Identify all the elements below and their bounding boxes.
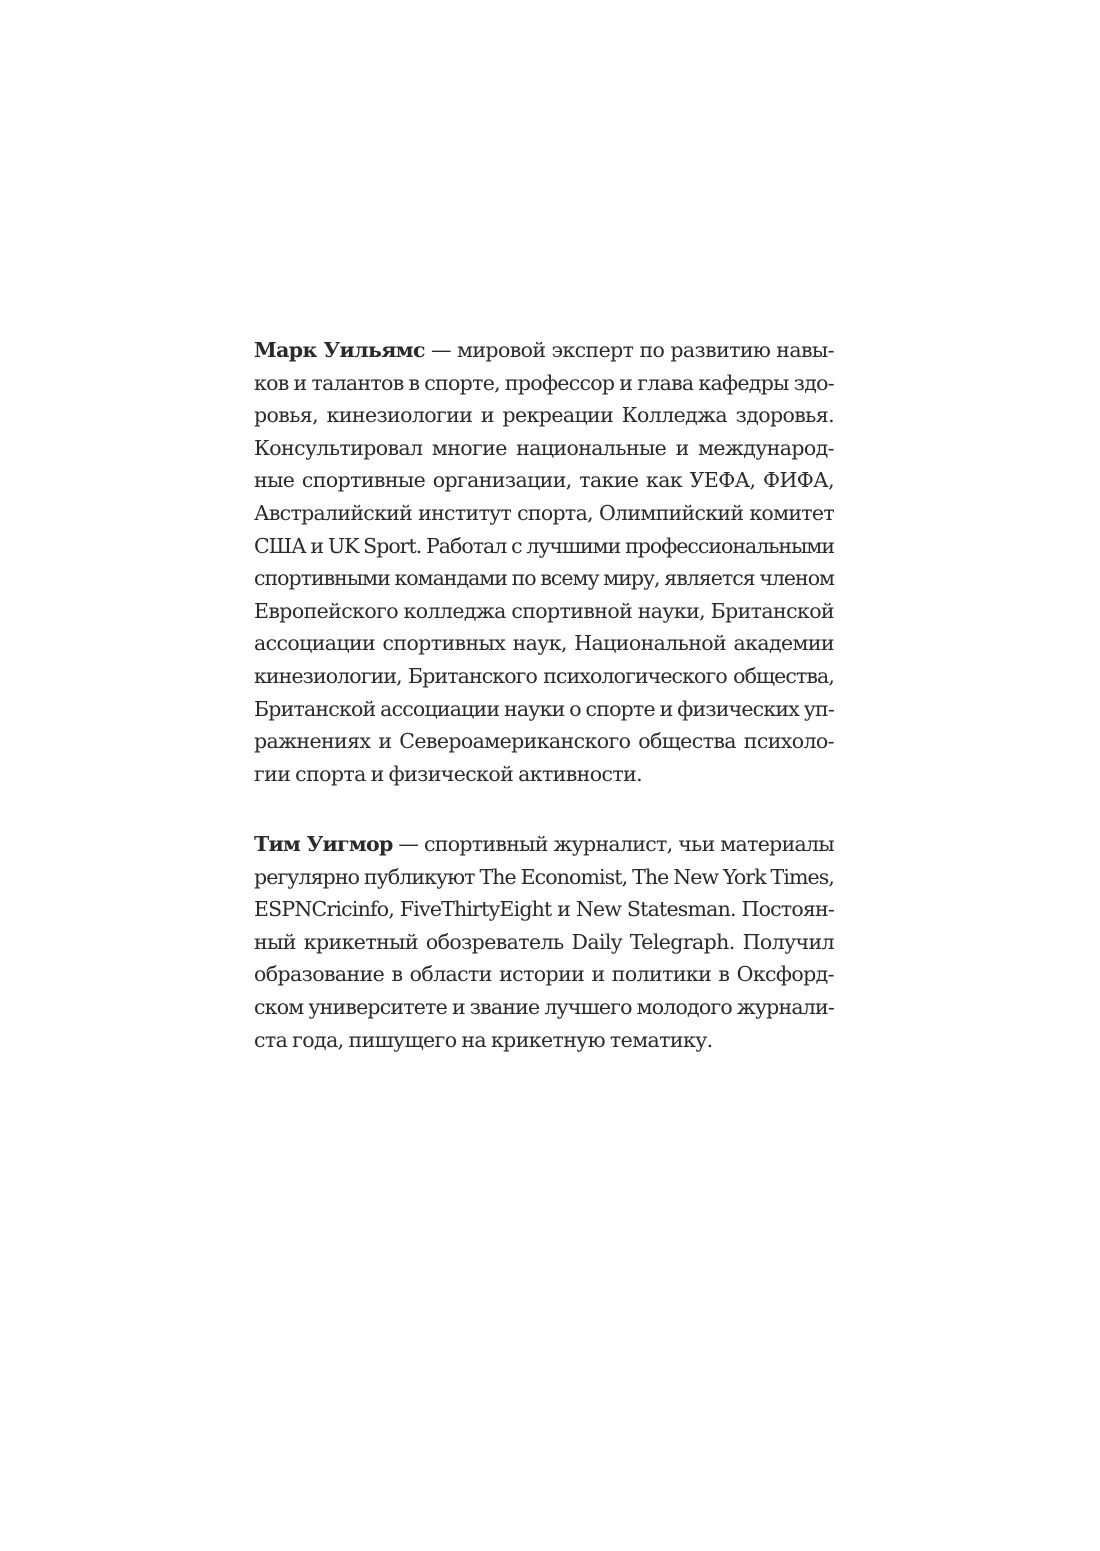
bio-line: гии спорта и физической активности. <box>254 761 643 786</box>
bio-line: ста года, пишущего на крикетную тематику. <box>254 1027 713 1052</box>
bio-line: Австралийский институт спорта, Олимпийский комитет <box>254 500 834 525</box>
bio-line: ный крикетный обозреватель Daily Telegraph. Получил <box>254 929 834 954</box>
bio-line: ассоциации спортивных наук, Национальной академии <box>254 631 834 656</box>
bio-line: спортивными командами по всему миру, является членом <box>254 566 834 591</box>
bio-line: Европейского колледжа спортивной науки, Британской <box>254 598 834 623</box>
author-bio-williams <box>254 334 834 790</box>
bio-line: Консультировал многие национальные и международ- <box>254 435 834 460</box>
bio-line: ков и талантов в спорте, профессор и глава кафедры здо- <box>254 370 834 395</box>
bio-line: Британской ассоциации науки о спорте и физических уп- <box>254 696 834 721</box>
bio-line: ражнениях и Североамериканского общества психоло- <box>254 729 834 754</box>
author-name: Марк Уильямс <box>254 338 425 362</box>
bio-line: Тим Уигмор — спортивный журналист, чьи материалы <box>254 832 834 856</box>
bio-line: ESPNCricinfo, FiveThirtyEight и New Statesman. Постоян- <box>254 897 834 922</box>
bio-line: США и UK Sport. Работал с лучшими профессиональными <box>254 533 834 558</box>
bio-line: образование в области истории и политики в Оксфорд- <box>254 962 834 987</box>
bio-line: кинезиологии, Британского психологического общества, <box>254 663 834 688</box>
author-bio-wigmore <box>254 828 834 1056</box>
bio-line: ском университете и звание лучшего молодого журнали- <box>254 994 834 1019</box>
bio-line: регулярно публикуют The Economist, The New York Times, <box>254 864 834 889</box>
bio-line: Марк Уильямс — мировой эксперт по развитию навы- <box>254 338 834 362</box>
author-name: Тим Уигмор <box>254 832 393 856</box>
bio-line: ровья, кинезиологии и рекреации Колледжа здоровья. <box>254 403 834 428</box>
bio-line: ные спортивные организации, такие как УЕФА, ФИФА, <box>254 468 834 493</box>
